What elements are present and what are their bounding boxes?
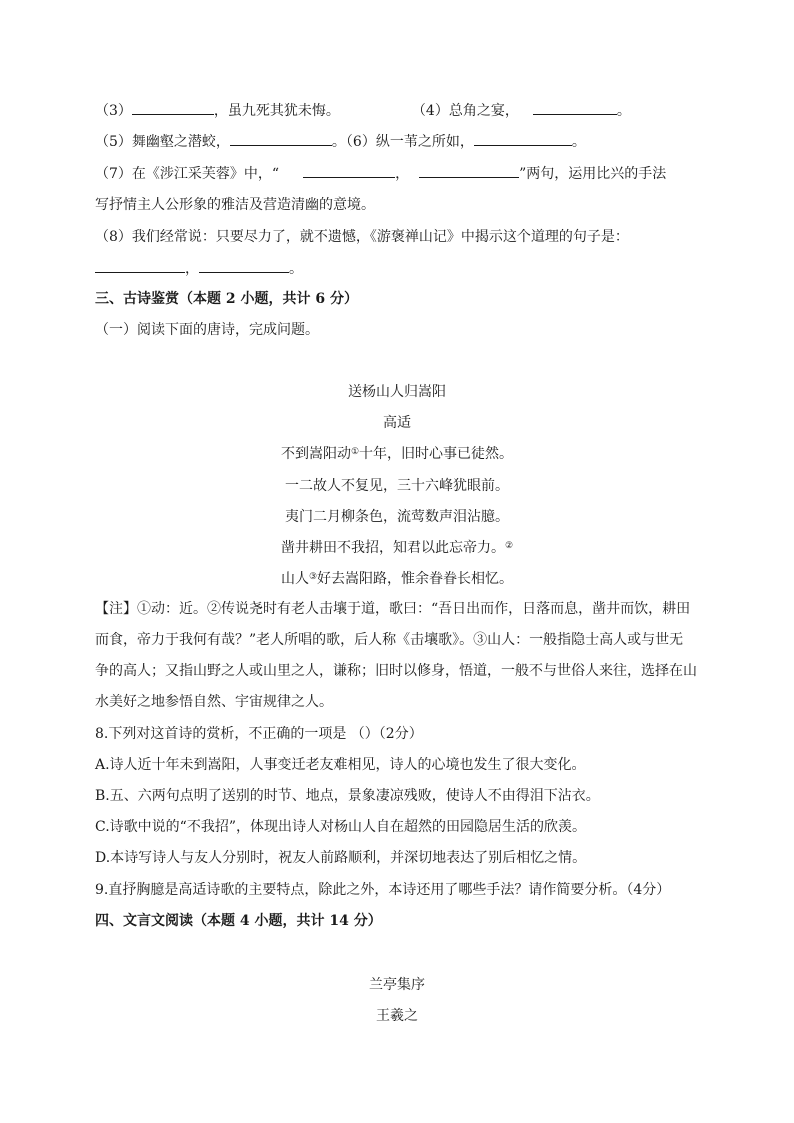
poem-line-4-a: 凿井耕田不我招，知君以此忘帝力。 [280,540,505,556]
question-8-stem: 8.下列对这首诗的赏析，不正确的一项是 （）（2分） [95,726,423,742]
q3-blank[interactable] [132,100,214,115]
poem-author: 高适 [383,415,411,431]
poem-line-5-a: 山人 [280,571,309,587]
notes-line-1: 【注】①动：近。②传说尧时有老人击壤于道，歌曰：“吾日出而作，日落而息，凿井而饮，耕田 [95,601,691,617]
poem-line-1-a: 不到嵩阳动 [280,446,351,462]
q4-text: （4）总角之宴， [411,103,519,119]
section-4-heading: 四、文言文阅读（本题 4 小题，共计 14 分） [95,913,382,929]
q7-blank-1[interactable] [303,163,395,178]
q6-end: 。 [571,134,586,150]
option-c[interactable]: C.诗歌中说的“不我招”，体现出诗人对杨山人自在超然的田园隐居生活的欣羡。 [95,819,586,835]
q8-end: 。 [289,261,303,277]
notes-line-2: 而食，帝力于我何有哉？”老人所唱的歌，后人称《击壤歌》。③山人：一般指隐士高人或与世无 [95,632,684,648]
q3-number: （3） [95,103,132,119]
essay-author: 王羲之 [376,1008,418,1024]
option-d[interactable]: D.本诗写诗人与友人分别时，祝友人前路顺利，并深切地表达了别后相忆之情。 [95,850,587,866]
poem-title: 送杨山人归嵩阳 [348,384,446,400]
question-5-6-line [95,131,586,152]
footnote-marker-2: ② [504,541,514,551]
poem-line-5-b: 好去嵩阳路，惟余眷眷长相忆。 [317,571,514,587]
section-3-heading: 三、古诗鉴赏（本题 2 小题，共计 6 分） [95,291,358,307]
poem-line-3: 夷门二月柳条色，流莺数声泪沾臆。 [285,509,509,525]
question-8-line-1: （8）我们经常说：只要尽力了，就不遗憾，《游褒禅山记》中揭示这个道理的句子是： [95,229,629,245]
q6-blank[interactable] [474,131,572,146]
option-a[interactable]: A.诗人近十年未到嵩阳，人事变迁老友难相见，诗人的心境也发生了很大变化。 [95,757,586,773]
q7-start: （7）在《涉江采芙蓉》中，“ [95,166,280,182]
option-b[interactable]: B.五、六两句点明了送别的时节、地点，景象凄凉残败，使诗人不由得泪下沾衣。 [95,788,600,804]
q8-blank-1[interactable] [95,258,185,273]
q4-blank[interactable] [533,100,617,115]
question-3-4-line [95,100,631,121]
q5-text: （5）舞幽壑之潜蛟， [95,134,230,150]
q5-blank[interactable] [230,131,332,146]
question-7-line-2: 写抒情主人公形象的雅洁及营造清幽的意境。 [95,197,375,213]
notes-line-3: 争的高人；又指山野之人或山里之人，谦称；旧时以修身，悟道，一般不与世俗人来往，选择在山 [95,663,697,679]
poem-line-1 [0,444,794,464]
q8-comma: ， [185,261,199,277]
q3-text: ，虽九死其犹未悔。 [213,103,340,119]
poem-line-5 [0,569,794,589]
essay-title: 兰亭集序 [369,977,425,993]
q7-blank-2[interactable] [419,163,519,178]
footnote-marker-1: ① [350,447,360,457]
q7-comma: ， [395,166,410,182]
question-7-line-1 [95,163,666,184]
question-8-line-2 [95,258,303,279]
notes-line-4: 水美好之地参悟自然、宇宙规律之人。 [95,694,333,710]
question-9-stem: 9.直抒胸臆是高适诗歌的主要特点，除此之外，本诗还用了哪些手法？请作简要分析。（4分） [95,882,671,898]
poem-line-4 [0,538,794,558]
poem-line-2: 一二故人不复见，三十六峰犹眼前。 [285,478,509,494]
q7-end: ”两句，运用比兴的手法 [519,166,667,182]
section-3-subheading: （一）阅读下面的唐诗，完成问题。 [95,322,319,338]
q4-end: 。 [616,103,631,119]
footnote-marker-3: ③ [308,572,318,582]
poem-line-1-b: 十年，旧时心事已徒然。 [359,446,514,462]
q5-mid: 。（6）纵一苇之所如， [331,134,474,150]
q8-blank-2[interactable] [199,258,289,273]
